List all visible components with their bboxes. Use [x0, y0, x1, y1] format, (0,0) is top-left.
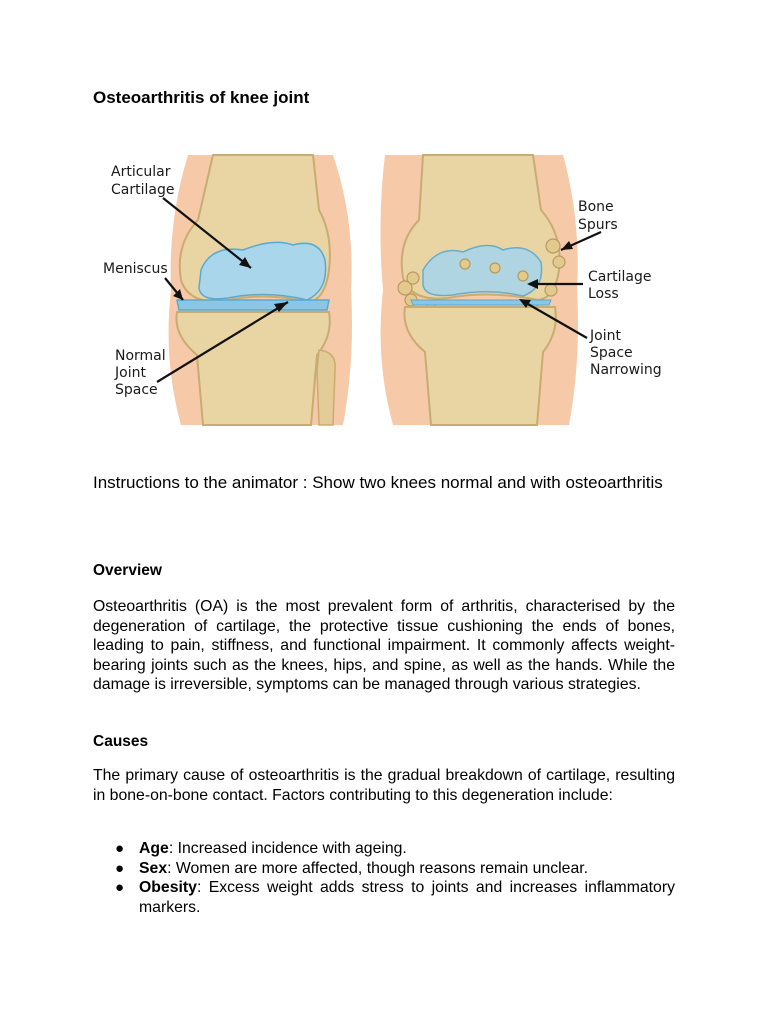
causes-list: [93, 839, 675, 917]
animator-instructions: Instructions to the animator : Show two knees normal and with osteoarthritis: [93, 473, 663, 492]
label-bone-spurs: [578, 199, 618, 233]
cause-description: : Women are more affected, though reasons remain unclear.: [167, 859, 589, 877]
svg-text:Cartilage: Cartilage: [111, 182, 175, 198]
causes-heading: Causes: [93, 733, 149, 750]
list-item-age: [93, 839, 675, 859]
label-cartilage-loss: [588, 269, 651, 302]
svg-text:Joint: Joint: [590, 328, 621, 344]
knee-comparison-figure: [93, 150, 683, 430]
bullet-icon: ●: [115, 840, 125, 857]
svg-text:Spurs: Spurs: [578, 217, 618, 233]
svg-text:Normal: Normal: [115, 348, 166, 364]
svg-text:Space: Space: [115, 382, 158, 398]
label-meniscus: Meniscus: [103, 261, 168, 277]
normal-articular-cartilage: [199, 242, 326, 300]
svg-text:Articular: Articular: [111, 164, 171, 180]
bullet-icon: ●: [115, 859, 125, 877]
svg-text:Space: Space: [590, 345, 633, 361]
label-joint-space-narrowing: [589, 328, 662, 378]
svg-text:Cartilage: Cartilage: [588, 269, 652, 285]
cause-term: Age: [139, 840, 169, 857]
cause-term: Obesity: [139, 879, 197, 897]
svg-text:Bone: Bone: [578, 199, 614, 215]
overview-heading: Overview: [93, 562, 162, 579]
list-item-sex: [93, 859, 675, 879]
list-item-obesity: [93, 878, 675, 917]
knee-illustration: [93, 150, 683, 430]
normal-fibula: [317, 350, 335, 425]
causes-paragraph: The primary cause of osteoarthritis is the gradual breakdown of cartilage, resulting in bone-on-bone contact. Factors contributing to this degeneration include:: [93, 767, 675, 804]
cause-term: Sex: [139, 859, 168, 877]
normal-meniscus: [177, 300, 329, 310]
svg-text:Loss: Loss: [588, 286, 619, 302]
osteoarthritic-knee: [380, 155, 578, 425]
cause-description: : Increased incidence with ageing.: [168, 840, 407, 857]
label-articular-cartilage: [111, 164, 174, 198]
document-title: Osteoarthritis of knee joint: [93, 88, 310, 107]
bullet-icon: ●: [115, 879, 125, 897]
cause-description: : Excess weight adds stress to joints and increases inflammatory markers.: [139, 879, 675, 916]
svg-text:Joint: Joint: [115, 365, 146, 381]
overview-paragraph: Osteoarthritis (OA) is the most prevalent form of arthritis, characterised by the degeneration of cartilage, the protective tissue cushioning the ends of bones, leading to pain, stiffness, and functional impairment. It commonly affects weight-bearing joints such as the knees, hips, and spine, as well as the hands. While the damage is irreversible, symptoms can be managed through various strategies.: [93, 598, 675, 694]
svg-text:Narrowing: Narrowing: [590, 362, 662, 378]
label-normal-joint-space: [114, 348, 166, 398]
normal-knee: [169, 155, 352, 425]
